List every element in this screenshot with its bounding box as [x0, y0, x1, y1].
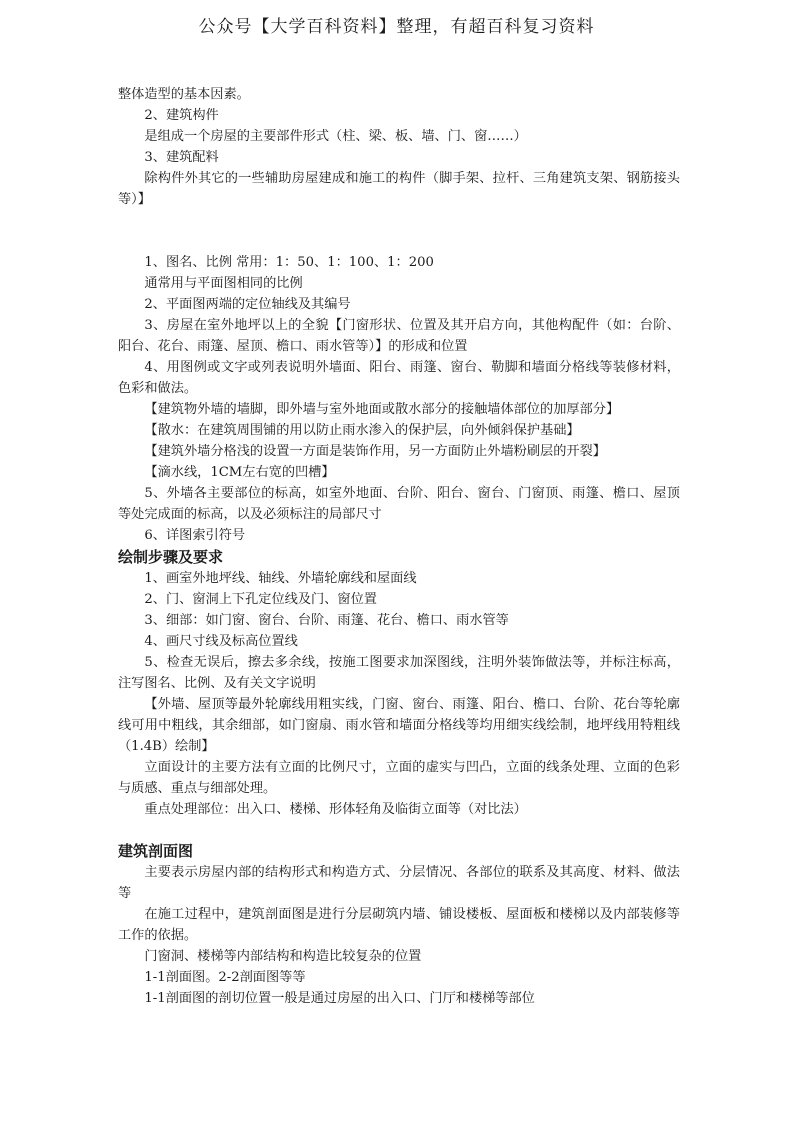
paragraph: 重点处理部位：出入口、楼梯、形体轻角及临街立面等（对比法） [144, 802, 527, 817]
paragraph: 【建筑外墙分格浅的设置一方面是装饰作用，另一方面防止外墙粉刷层的开裂】 [144, 444, 606, 459]
document-body [118, 84, 680, 1009]
section-section-drawing [118, 862, 680, 1009]
paragraph: 【滴水线，1CM左右宽的凹槽】 [144, 465, 335, 480]
paragraph: 【外墙、屋顶等最外轮廓线用粗实线，门窗、窗台、雨篷、阳台、檐口、台阶、花台等轮廓线可用中粗线，其余细部，如门窗扇、雨水管和墙面分格线等均用细实线绘制，地坪线用特粗线（1.4B）绘制】 [118, 697, 680, 754]
heading-drawing-steps: 绘制步骤及要求 [118, 548, 224, 566]
section-drawing-steps [118, 568, 680, 820]
paragraph: 1-1剖面图的剖切位置一般是通过房屋的出入口、门厅和楼梯等部位 [144, 991, 535, 1006]
paragraph: 3、房屋在室外地坪以上的全貌【门窗形状、位置及其开启方向，其他构配件（如：台阶、阳台、花台、雨篷、屋顶、檐口、雨水管等）】的形成和位置 [118, 318, 680, 354]
paragraph: 6、详图索引符号 [144, 528, 246, 543]
paragraph: 5、外墙各主要部位的标高，如室外地面、台阶、阳台、窗台、门窗顶、雨篷、檐口、屋顶等处完成面的标高，以及必须标注的局部尺寸 [118, 486, 680, 522]
paragraph: 【建筑物外墙的墙脚，即外墙与室外地面或散水部分的接触墙体部位的加厚部分】 [144, 402, 620, 417]
section-elevation-content [118, 252, 680, 546]
paragraph: 2、建筑构件 [144, 108, 219, 123]
paragraph: 2、门、窗洞上下孔定位线及门、窗位置 [144, 592, 377, 607]
paragraph: 主要表示房屋内部的结构形式和构造方式、分层情况、各部位的联系及其高度、材料、做法等 [118, 865, 680, 901]
paragraph: 除构件外其它的一些辅助房屋建成和施工的构件（脚手架、拉杆、三角建筑支架、钢筋接头等）】 [118, 171, 680, 207]
paragraph: 在施工过程中，建筑剖面图是进行分层砌筑内墙、铺设楼板、屋面板和楼梯以及内部装修等工作的依据。 [118, 907, 680, 943]
paragraph: 3、建筑配料 [144, 150, 219, 165]
paragraph: 2、平面图两端的定位轴线及其编号 [144, 297, 351, 312]
paragraph: 整体造型的基本因素。 [118, 87, 250, 102]
paragraph: 通常用与平面图相同的比例 [144, 276, 303, 291]
page-header: 公众号【大学百科资料】整理，有超百科复习资料 [198, 17, 595, 37]
paragraph: 门窗洞、楼梯等内部结构和构造比较复杂的位置 [144, 949, 422, 964]
paragraph: 1-1剖面图。2-2剖面图等等 [144, 970, 306, 985]
paragraph: 是组成一个房屋的主要部件形式（柱、梁、板、墙、门、窗……） [144, 129, 527, 144]
paragraph: 4、用图例或文字或列表说明外墙面、阳台、雨篷、窗台、勒脚和墙面分格线等装修材料，色彩和做法。 [118, 360, 680, 396]
heading-section-drawing: 建筑剖面图 [118, 842, 194, 860]
paragraph: 1、图名、比例 常用：1：50、1：100、1：200 [144, 255, 434, 270]
paragraph: 5、检查无误后，擦去多余线，按施工图要求加深图线，注明外装饰做法等，并标注标高，注写图名、比例、及有关文字说明 [118, 655, 680, 691]
paragraph: 3、细部：如门窗、窗台、台阶、雨篷、花台、檐口、雨水管等 [144, 613, 509, 628]
section-components [118, 84, 680, 210]
paragraph: 【散水：在建筑周围铺的用以防止雨水渗入的保护层，向外倾斜保护基础】 [144, 423, 580, 438]
paragraph: 4、画尺寸线及标高位置线 [144, 634, 298, 649]
paragraph: 1、画室外地坪线、轴线、外墙轮廓线和屋面线 [144, 571, 417, 586]
paragraph: 立面设计的主要方法有立面的比例尺寸，立面的虚实与凹凸，立面的线条处理、立面的色彩与质感、重点与细部处理。 [118, 760, 680, 796]
